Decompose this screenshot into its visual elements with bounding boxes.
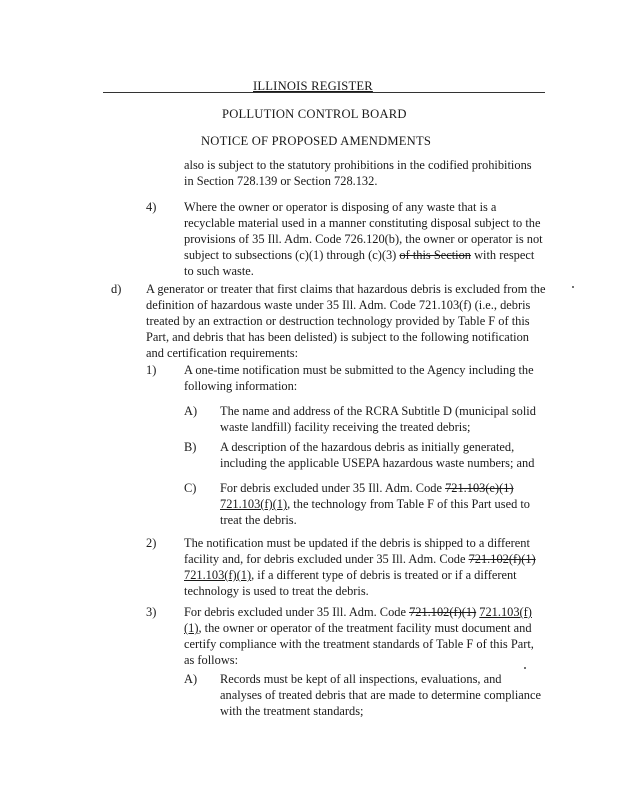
item-d2-text [184, 535, 546, 599]
item-d3-text-a: For debris excluded under 35 Ill. Adm. Code [184, 605, 410, 619]
item-C-text-a: For debris excluded under 35 Ill. Adm. Code [220, 481, 446, 495]
item-C-number: C) [184, 481, 197, 495]
header-rule [103, 92, 545, 93]
item-d-text: A generator or treater that first claims that hazardous debris is excluded from the definition of hazardous waste under 35 Ill. Adm. Code 721.103(f) (i.e., debris treated by an extraction or destruction technology provided by Table F of this Part, and debris that has been delisted) is subject to the following notification and certification requirements: [146, 282, 546, 360]
continuation-paragraph: also is subject to the statutory prohibitions in the codified prohibitions in Section 728.139 or Section 728.132. [184, 158, 532, 188]
item-C-text [220, 480, 546, 528]
item-4-text-a: Where the owner or operator is disposing of any waste that is a recyclable material used in a manner constituting disposal subject to the provisions of 35 Ill. Adm. Code 726.120(b), the owner or operator is not subject to subsections (c)(1) through (c)(3) [184, 200, 543, 262]
item-d3-number: 3) [146, 605, 157, 619]
item-d2-inserted-text: 721.103(f)(1) [184, 568, 252, 582]
item-d3-struck-text: 721.102(f)(1) [409, 605, 477, 619]
item-3A-text: Records must be kept of all inspections, evaluations, and analyses of treated debris that are made to determine compliance with the treatment standards; [220, 672, 541, 718]
item-d3-text [184, 604, 546, 668]
item-d2-struck-text: 721.102(f)(1) [468, 552, 536, 566]
item-3A-number: A) [184, 672, 198, 686]
item-d2-number: 2) [146, 536, 157, 550]
scan-speck [572, 286, 574, 288]
item-C-inserted-text: 721.103(f)(1) [220, 497, 288, 511]
item-A-number: A) [184, 404, 198, 418]
item-A-text: The name and address of the RCRA Subtitle D (municipal solid waste landfill) facility receiving the treated debris; [220, 404, 536, 434]
item-C-text-b: , the technology from Table F of this Part used to treat the debris. [220, 497, 531, 527]
item-B-number: B) [184, 440, 197, 454]
scan-speck [524, 667, 526, 669]
item-d1-text: A one-time notification must be submitted to the Agency including the following information: [184, 363, 534, 393]
item-B-text: A description of the hazardous debris as initially generated, including the applicable USEPA hazardous waste numbers; and [220, 440, 535, 470]
item-4-text-b: with respect to such waste. [184, 248, 535, 278]
item-d-number: d) [111, 282, 122, 296]
item-d3-text-b: , the owner or operator of the treatment facility must document and certify compliance with the treatment standards of Table F of this Part, as follows: [184, 621, 534, 667]
item-4-struck-text: of this Section [399, 248, 471, 262]
item-d3-inserted-text: 721.103(f)(1) [184, 605, 532, 635]
item-4-text [184, 199, 546, 279]
item-d1-number: 1) [146, 363, 157, 377]
item-4-number: 4) [146, 200, 157, 214]
board-title: POLLUTION CONTROL BOARD [222, 107, 407, 121]
item-d2-text-b: , if a different type of debris is treated or if a different technology is used to treat the debris. [184, 568, 517, 598]
item-d2-text-a: The notification must be updated if the debris is shipped to a different facility and, for debris excluded under 35 Ill. Adm. Code [184, 536, 530, 566]
item-C-struck-text: 721.103(e)(1) [445, 481, 514, 495]
register-title: ILLINOIS REGISTER [253, 79, 373, 93]
notice-title: NOTICE OF PROPOSED AMENDMENTS [201, 134, 432, 148]
